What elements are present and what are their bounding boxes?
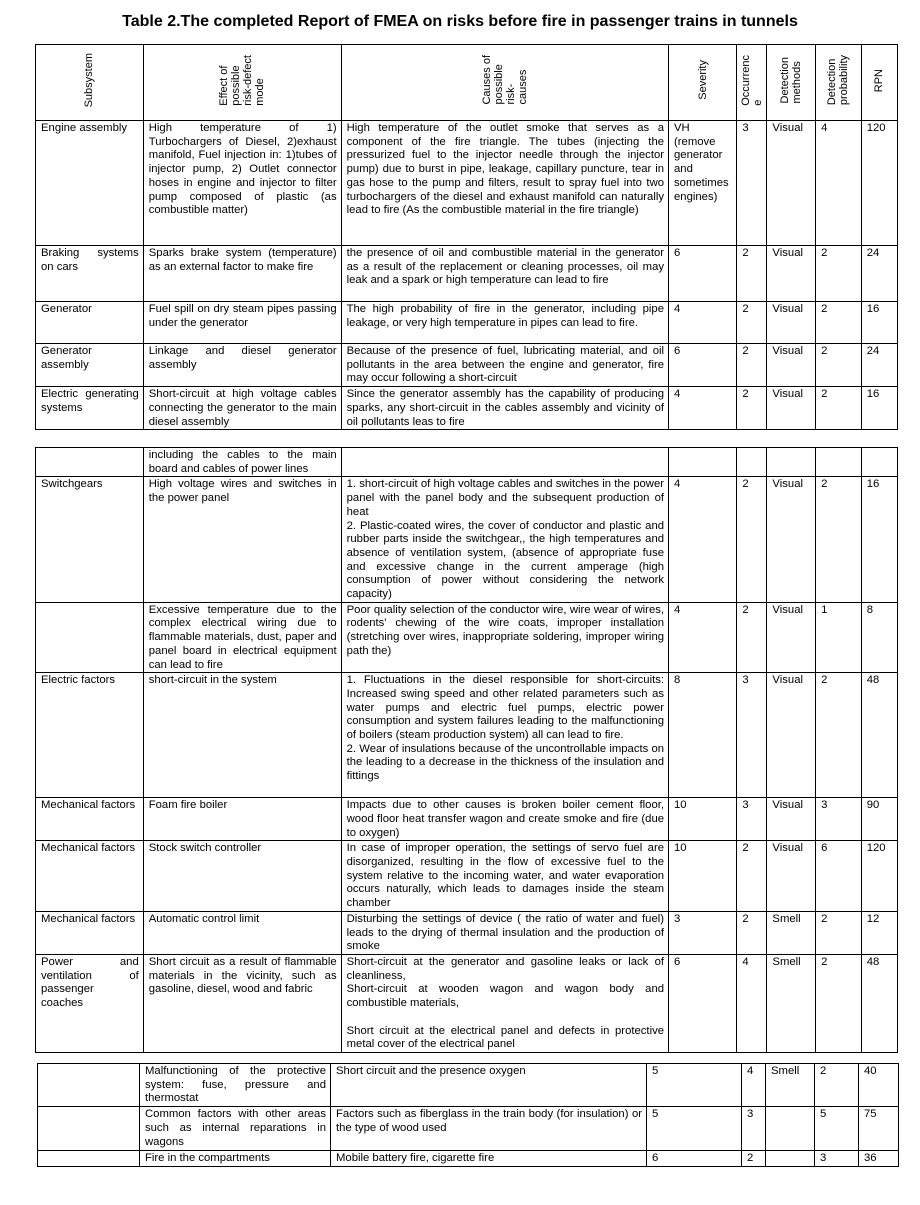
cell-detection-probability (816, 448, 862, 477)
cell-occurrence: 3 (742, 1107, 766, 1151)
cell-severity: 5 (647, 1064, 742, 1107)
cell-detection-methods: Visual (767, 841, 816, 912)
cell-rpn: 120 (861, 121, 897, 246)
header-detection-probability: Detection probability (816, 45, 862, 121)
table-row (38, 1064, 899, 1107)
fmea-table-part-1 (35, 44, 898, 430)
table-row (36, 246, 898, 302)
cell-detection-probability: 2 (816, 302, 862, 344)
header-severity: Severity (669, 45, 737, 121)
table-row (36, 477, 898, 602)
cell-rpn: 24 (861, 344, 897, 387)
cell-severity: VH (remove generator and sometimes engines) (669, 121, 737, 246)
cell-detection-methods (766, 1151, 815, 1167)
cell-subsystem: Generator (36, 302, 144, 344)
cell-severity: 4 (669, 602, 737, 673)
table-row (36, 387, 898, 430)
cell-detection-methods: Visual (767, 477, 816, 602)
cell-detection-probability: 2 (816, 387, 862, 430)
header-rpn: RPN (861, 45, 897, 121)
cell-causes: In case of improper operation, the settings of servo fuel are disorganized, resulting in the flow of excessive fuel to the system relative to the incoming water, and water evaporation occurs naturally, which leads to damages inside the steam chamber (341, 841, 668, 912)
cell-rpn: 8 (861, 602, 897, 673)
cell-detection-methods: Smell (767, 954, 816, 1052)
cell-rpn: 36 (859, 1151, 899, 1167)
cell-severity: 6 (669, 344, 737, 387)
header-occurrence: Occurrenc e (737, 45, 767, 121)
cell-subsystem: Mechanical factors (36, 911, 144, 954)
cell-occurrence: 3 (737, 798, 767, 841)
cell-detection-methods (766, 1107, 815, 1151)
cell-detection-methods: Visual (767, 602, 816, 673)
table-row (36, 841, 898, 912)
cell-occurrence: 4 (742, 1064, 766, 1107)
cell-effect: High voltage wires and switches in the power panel (143, 477, 341, 602)
cell-severity: 4 (669, 477, 737, 602)
cell-causes: the presence of oil and combustible material in the generator as a result of the replacement or cleaning processes, oil may leak and a spark or high temperature can lead to fire (341, 246, 668, 302)
cell-occurrence: 2 (737, 344, 767, 387)
cell-effect: Short-circuit at high voltage cables connecting the generator to the main diesel assembly (143, 387, 341, 430)
cell-detection-methods: Visual (767, 798, 816, 841)
table-row (36, 448, 898, 477)
cell-causes: Short circuit and the presence oxygen (331, 1064, 647, 1107)
cell-occurrence: 2 (737, 387, 767, 430)
cell-detection-probability: 2 (816, 246, 862, 302)
cell-rpn: 16 (861, 387, 897, 430)
cell-subsystem: Electric factors (36, 673, 144, 798)
cell-causes: The high probability of fire in the generator, including pipe leakage, or very high temperature in pipes can lead to fire. (341, 302, 668, 344)
cell-occurrence: 4 (737, 954, 767, 1052)
cell-causes: 1. short-circuit of high voltage cables and switches in the power panel with the panel body and the subsequent production of heat 2. Plastic-coated wires, the cover of conductor and plastic and rubber parts inside the switchgear,, the high temperatures and absence of ventilation system, (absence of appropriate fuse and excessive change in the current amperage (high consumption of power without considering the network capacity) (341, 477, 668, 602)
cell-subsystem (38, 1064, 140, 1107)
cell-effect: Short circuit as a result of flammable materials in the vicinity, such as gasoline, diesel, wood and fabric (143, 954, 341, 1052)
cell-occurrence: 2 (742, 1151, 766, 1167)
cell-rpn: 48 (861, 954, 897, 1052)
cell-rpn: 90 (861, 798, 897, 841)
cell-detection-probability: 3 (816, 798, 862, 841)
cell-effect: short-circuit in the system (143, 673, 341, 798)
table-row (36, 798, 898, 841)
cell-subsystem: Mechanical factors (36, 798, 144, 841)
cell-subsystem (36, 448, 144, 477)
cell-effect: Common factors with other areas such as internal reparations in wagons (140, 1107, 331, 1151)
cell-subsystem (36, 602, 144, 673)
cell-effect: Sparks brake system (temperature) as an external factor to make fire (143, 246, 341, 302)
cell-subsystem: Power and ventilation of passenger coaches (36, 954, 144, 1052)
table-row (36, 954, 898, 1052)
table-row (38, 1107, 899, 1151)
cell-detection-probability: 5 (815, 1107, 859, 1151)
cell-rpn: 120 (861, 841, 897, 912)
cell-rpn: 16 (861, 302, 897, 344)
cell-causes: Poor quality selection of the conductor wire, wire wear of wires, rodents' chewing of the wire coats, improper installation (stretching over wires, inappropriate soldering, improper wiring path the) (341, 602, 668, 673)
cell-rpn: 12 (861, 911, 897, 954)
cell-rpn: 75 (859, 1107, 899, 1151)
cell-detection-methods: Visual (767, 302, 816, 344)
header-causes: Causes of possible risk- causes (341, 45, 668, 121)
cell-causes: Since the generator assembly has the capability of producing sparks, any short-circuit in the cables assembly and vicinity of oil pollutants leas to fire (341, 387, 668, 430)
table-title: Table 2.The completed Report of FMEA on risks before fire in passenger trains in tunnels (122, 13, 798, 30)
cell-detection-probability: 4 (816, 121, 862, 246)
cell-severity: 6 (669, 246, 737, 302)
cell-effect: Automatic control limit (143, 911, 341, 954)
cell-severity: 10 (669, 841, 737, 912)
cell-severity: 8 (669, 673, 737, 798)
cell-detection-methods: Visual (767, 246, 816, 302)
cell-occurrence: 2 (737, 302, 767, 344)
fmea-table-part-2 (35, 447, 898, 1053)
cell-detection-probability: 2 (816, 911, 862, 954)
cell-severity: 6 (669, 954, 737, 1052)
cell-effect: Stock switch controller (143, 841, 341, 912)
cell-causes: Impacts due to other causes is broken boiler cement floor, wood floor heat transfer wagon and create smoke and fire (due to oxygen) (341, 798, 668, 841)
cell-detection-probability: 2 (816, 344, 862, 387)
cell-subsystem: Generator assembly (36, 344, 144, 387)
cell-severity: 3 (669, 911, 737, 954)
cell-occurrence: 2 (737, 911, 767, 954)
cell-effect: Excessive temperature due to the complex electrical wiring due to flammable materials, dust, paper and panel board in electrical equipment can lead to fire (143, 602, 341, 673)
cell-causes: Factors such as fiberglass in the train body (for insulation) or the type of wood used (331, 1107, 647, 1151)
table-row (38, 1151, 899, 1167)
cell-rpn: 16 (861, 477, 897, 602)
cell-rpn: 40 (859, 1064, 899, 1107)
cell-occurrence: 2 (737, 602, 767, 673)
cell-detection-methods: Smell (766, 1064, 815, 1107)
cell-causes: Mobile battery fire, cigarette fire (331, 1151, 647, 1167)
cell-detection-probability: 2 (816, 673, 862, 798)
cell-severity: 4 (669, 302, 737, 344)
cell-subsystem: Switchgears (36, 477, 144, 602)
cell-causes: Short-circuit at the generator and gasoline leaks or lack of cleanliness, Short-circuit at wooden wagon and wagon body and combustible materials, Short circuit at the electrical panel and defects in protective metal cover of the electrical panel (341, 954, 668, 1052)
cell-severity: 6 (647, 1151, 742, 1167)
cell-occurrence: 3 (737, 673, 767, 798)
cell-causes: 1. Fluctuations in the diesel responsible for short-circuits: Increased swing speed and other related parameters such as water pumps and electric fuel pumps, electric power consumption and system failures leading to the malfunctioning of boilers (steam production system) all can lead to fire. 2. Wear of insulations because of the uncontrollable impacts on the leading to a decrease in the thickness of the insulation and fittings (341, 673, 668, 798)
cell-severity: 4 (669, 387, 737, 430)
cell-detection-probability: 2 (815, 1064, 859, 1107)
cell-causes: Because of the presence of fuel, lubricating material, and oil pollutants in the area between the engine and generator, fire may occur following a short-circuit (341, 344, 668, 387)
cell-severity: 10 (669, 798, 737, 841)
cell-effect: Malfunctioning of the protective system: fuse, pressure and thermostat (140, 1064, 331, 1107)
cell-causes: Disturbing the settings of device ( the ratio of water and fuel) leads to the drying of thermal insulation and the production of smoke (341, 911, 668, 954)
cell-detection-methods (767, 448, 816, 477)
cell-subsystem: Braking systems on cars (36, 246, 144, 302)
header-subsystem: Subsystem (36, 45, 144, 121)
cell-detection-probability: 1 (816, 602, 862, 673)
header-row (36, 45, 898, 121)
fmea-table-part-3 (37, 1063, 899, 1167)
cell-occurrence: 3 (737, 121, 767, 246)
cell-occurrence: 2 (737, 841, 767, 912)
cell-occurrence: 2 (737, 477, 767, 602)
cell-effect: High temperature of 1) Turbochargers of Diesel, 2)exhaust manifold, Fuel injection in: 1)tubes of injector pump, 2) Outlet connector hoses in engine and injector to filter pump composed of plastic (as combustible matter) (143, 121, 341, 246)
cell-subsystem (38, 1107, 140, 1151)
cell-severity (669, 448, 737, 477)
cell-effect: Fuel spill on dry steam pipes passing under the generator (143, 302, 341, 344)
cell-occurrence: 2 (737, 246, 767, 302)
cell-detection-methods: Visual (767, 387, 816, 430)
cell-detection-probability: 3 (815, 1151, 859, 1167)
cell-subsystem: Mechanical factors (36, 841, 144, 912)
cell-subsystem (38, 1151, 140, 1167)
cell-detection-probability: 2 (816, 954, 862, 1052)
header-detection-methods: Detection methods (767, 45, 816, 121)
cell-causes (341, 448, 668, 477)
cell-subsystem: Engine assembly (36, 121, 144, 246)
cell-effect: Linkage and diesel generator assembly (143, 344, 341, 387)
cell-rpn (861, 448, 897, 477)
cell-detection-probability: 6 (816, 841, 862, 912)
table-row (36, 344, 898, 387)
cell-detection-probability: 2 (816, 477, 862, 602)
cell-effect: Foam fire boiler (143, 798, 341, 841)
cell-rpn: 24 (861, 246, 897, 302)
table-row (36, 602, 898, 673)
cell-severity: 5 (647, 1107, 742, 1151)
cell-detection-methods: Visual (767, 344, 816, 387)
cell-rpn: 48 (861, 673, 897, 798)
table-row (36, 121, 898, 246)
cell-detection-methods: Visual (767, 121, 816, 246)
cell-causes: High temperature of the outlet smoke that serves as a component of the fire triangle. The tubes (injecting the pressurized fuel to the injector needle through the injector pump) due to burst in pipe, leakage, capillary puncture, tear in gas hose to the pump and filters, result to spray fuel into two turbochargers of the diesel and exhaust manifold can naturally lead to fire (As the combustible material in the fire triangle) (341, 121, 668, 246)
cell-occurrence (737, 448, 767, 477)
header-effect: Effect of possible risk-defect mode (143, 45, 341, 121)
cell-subsystem: Electric generating systems (36, 387, 144, 430)
table-row (36, 911, 898, 954)
cell-detection-methods: Smell (767, 911, 816, 954)
table-row (36, 302, 898, 344)
cell-effect: Fire in the compartments (140, 1151, 331, 1167)
cell-detection-methods: Visual (767, 673, 816, 798)
cell-effect: including the cables to the main board and cables of power lines (143, 448, 341, 477)
table-row (36, 673, 898, 798)
